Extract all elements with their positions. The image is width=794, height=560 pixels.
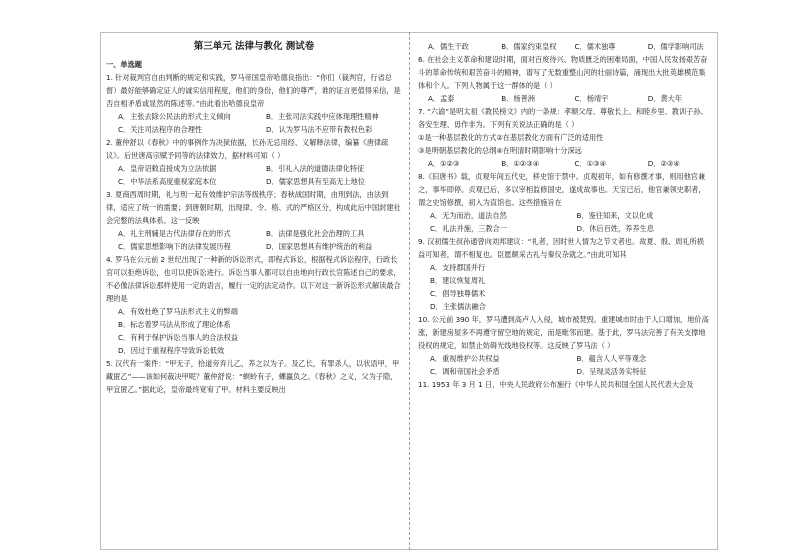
option[interactable]: D．黄大年 <box>647 94 683 103</box>
option[interactable]: D．主张儒法融合 <box>430 302 486 311</box>
option[interactable]: A．皇帝诏敕直接成为立法依据 <box>118 164 217 173</box>
question-8-options <box>418 209 711 235</box>
option[interactable]: B．鉴往知来，文以化成 <box>576 211 654 220</box>
option[interactable]: A．重视维护公共权益 <box>430 354 500 363</box>
question-9-options <box>418 261 711 313</box>
question-5-options <box>418 40 711 53</box>
question-8: 8.《旧唐书》载，贞观年间五代史，移史馆于禁中。贞观初年，如有修撰才事，则用他官兼之，事毕即停。贞观已后，多以宰相监修国史，遂成故事也。天宝已后，他官兼领史职者，谓之史馆修撰，初入为直馆也。这些措施旨在 <box>418 172 706 207</box>
right-column <box>418 40 711 391</box>
option[interactable]: B．法律是强化社会治理的工具 <box>266 229 365 238</box>
question-5: 5. 汉代有一案件：“甲无子，拾道旁弃儿乙，养之以为子。及乙长，有罪杀人，以状语甲，甲藏匿乙”——该如何裁决甲呢？董仲舒说：“螟蛉有子，蜾蠃负之。《春秋》之义，父为子隐，甲宜匿乙。”据此论，皇帝最终宽宥了甲。材料主要反映出 <box>106 359 400 394</box>
question-4-options <box>106 305 402 357</box>
option[interactable]: D．②③④ <box>647 159 680 168</box>
option[interactable]: B．蕴含人人平等观念 <box>576 354 647 363</box>
option[interactable]: A．礼主刑辅是古代法律存在的形式 <box>118 229 231 238</box>
question-7-options <box>418 157 711 170</box>
question-3-options <box>106 227 402 253</box>
option[interactable]: B．引礼入法的道德法律化特征 <box>266 164 365 173</box>
question-4: 4. 罗马在公元前 2 世纪出现了一种新的诉讼形式，即程式诉讼，根据程式诉讼程序，行政长官可以拒绝诉讼，也可以使诉讼进行。诉讼当事人都可以自由地向行政长官陈述自己的要求，不必像法律诉讼那样使用一定的语言，履行一定的法定动作。以下对这一新诉讼形式解读最合理的是 <box>106 255 401 303</box>
option[interactable]: A．支持郡国并行 <box>430 263 486 272</box>
option[interactable]: A．主张去除公民法的形式主义倾向 <box>118 112 231 121</box>
option[interactable]: B．儒家约束皇权 <box>501 42 557 51</box>
question-1: 1. 针对裁判官自由判断的规定和实践，罗马帝国皇帝哈德良指出：“你们（裁判官，行省总督）最好能够确定证人的诚实信用程度，他们的身份，他们的尊严，谁的证言更值得采信，是否自相矛盾或显然的陈述等。”由此看出哈德良皇帝 <box>106 73 401 108</box>
option[interactable]: A．孟泰 <box>428 94 455 103</box>
option[interactable]: D．呈现灵活务实特征 <box>576 367 647 376</box>
question-11: 11. 1953 年 3 月 1 日，中央人民政府公布施行《中华人民共和国全国人民代表大会及 <box>418 380 694 389</box>
option[interactable]: D．休后百姓，养养生息 <box>576 224 654 233</box>
option[interactable]: C．儒术独尊 <box>574 42 616 51</box>
option[interactable]: C．调和帝国社会矛盾 <box>430 367 500 376</box>
option[interactable]: B．杨善洲 <box>501 94 535 103</box>
option[interactable]: B．主张司法实践中应体现理性精神 <box>266 112 379 121</box>
option[interactable]: A．无为而治，道法自然 <box>430 211 507 220</box>
option[interactable]: C．中华法系高度重视家庭本位 <box>118 177 217 186</box>
option[interactable]: D．国家思想具有维护统治的利益 <box>266 242 373 251</box>
option[interactable]: B．建议恢复周礼 <box>430 276 486 285</box>
option[interactable]: D．儒学影响司法 <box>647 42 704 51</box>
left-column <box>106 40 402 396</box>
section-heading: 一、单选题 <box>106 60 142 69</box>
question-7-item: ①是一种基层教化的方式②在基层教化方面有广泛的适用性 <box>418 133 604 142</box>
option[interactable]: C．儒家思想影响下的法律发展历程 <box>118 242 231 251</box>
option[interactable]: C．杨靖宇 <box>574 94 609 103</box>
question-7-item: ③是明朝基层教化的总纲④在明清时期影响十分深远 <box>418 146 582 155</box>
page-title: 第三单元 法律与教化 测试卷 <box>193 41 315 52</box>
question-3: 3. 夏商西周时期，礼与刑一起有效维护宗法等级秩序；春秋战国时期，由刑到法，由法到律，适应了统一的需要；到唐朝时期，出现律、令、格、式的严格区分，构成此后中国封建社会完整的法典体系。这一反映 <box>106 190 401 225</box>
option[interactable]: A．有效杜绝了罗马法形式主义的弊端 <box>118 307 238 316</box>
option[interactable]: D．认为罗马法不应带有教权色彩 <box>266 125 373 134</box>
option[interactable]: C．①③④ <box>574 159 607 168</box>
question-10-options <box>418 352 711 378</box>
question-9: 9. 汉初儒生叔孙通曾向刘邦建议：“礼者，因时世人情为之节文者也。故夏、殷、周礼所损益可知者，谓不相复也。臣愿颇采古礼与秦仪杂就之。”由此可知其 <box>418 237 704 259</box>
question-1-options <box>106 110 402 136</box>
option[interactable]: A．儒生干政 <box>428 42 469 51</box>
question-6-options <box>418 92 711 105</box>
option[interactable]: C．倡导独尊儒术 <box>430 289 486 298</box>
option[interactable]: C．关注司法程序的合理性 <box>118 125 203 134</box>
question-10: 10. 公元前 390 年，罗马遭到高卢人入侵，城市被焚毁。重建城市时由于人口增加，地价高涨，新建房屋多不再遵守留空地的规定，而是毗邻而建。基于此，罗马法完善了有关支撑地役权的规定，如禁止妨碍光线地役权等。这反映了罗马法（ ） <box>418 315 709 350</box>
option[interactable]: C．礼法并施，三教合一 <box>430 224 507 233</box>
question-7: 7. “六谕”是明太祖《教民榜文》内的一条规：孝顺父母、尊敬长上、和睦乡里、教训子孙、各安生理、毋作非为。下列有关说法正确的是（ ） <box>418 107 708 129</box>
question-2-options <box>106 162 402 188</box>
option[interactable]: C．有利于保护诉讼当事人的合法权益 <box>118 333 239 342</box>
option[interactable]: A．①②③ <box>428 159 460 168</box>
option[interactable]: B．标志着罗马法从形成了理论体系 <box>118 320 231 329</box>
question-6: 6. 在社会主义革命和建设时期，面对百废待兴、物质匮乏的困难局面，中国人民发扬艰苦奋斗的革命传统和艰苦奋斗的精神，谱写了无数重整山河的壮丽诗篇，涌现出大批英雄模范集体和个人。下列人物属于这一群体的是（ ） <box>418 55 708 90</box>
option[interactable]: D．因过于重视程序导致诉讼低效 <box>118 346 225 355</box>
option[interactable]: B．①②③④ <box>501 159 540 168</box>
column-divider <box>409 32 410 550</box>
question-2: 2. 董仲舒以《春秋》中的事例作为决狱依据，长孙无忌用经、义解释法律，编纂《唐律疏议》。后世唐高宗赋予同等的法律效力，据材料可知（ ） <box>106 138 389 160</box>
option[interactable]: D．儒家思想具有至高无上地位 <box>266 177 365 186</box>
